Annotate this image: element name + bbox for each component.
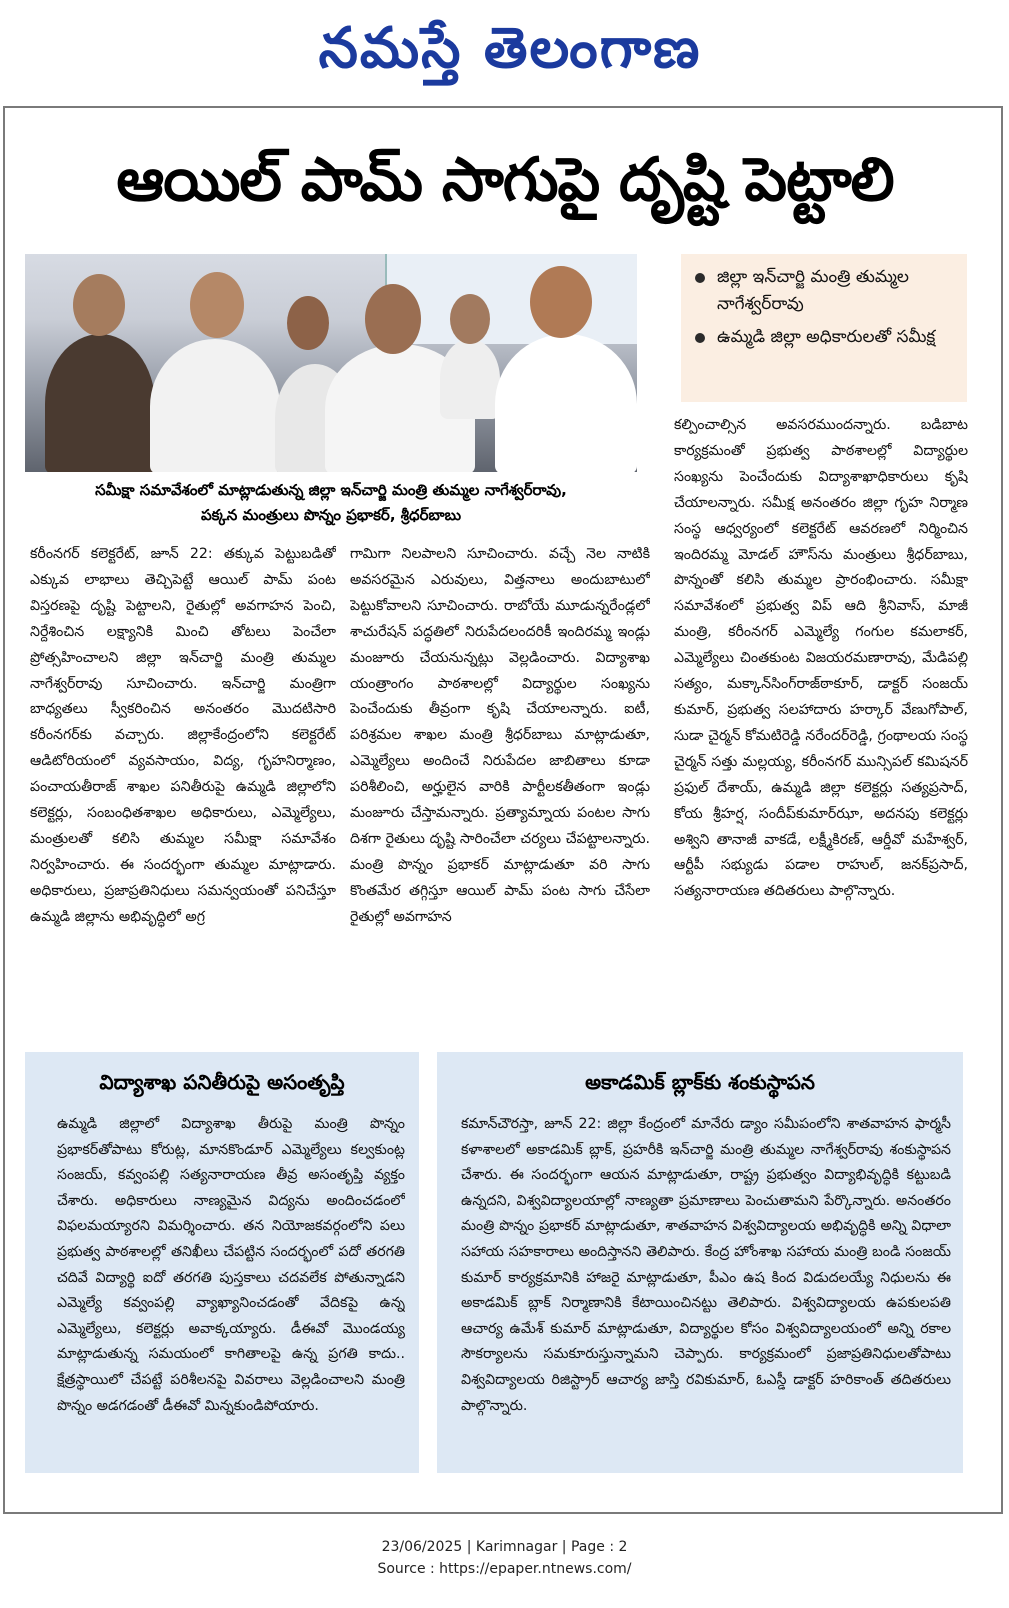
article-photo [25,254,637,472]
sidebar-story-body [57,1112,405,1464]
bullet-icon [695,333,705,343]
bullet-icon [695,273,705,283]
highlights-box [681,254,967,402]
article-paragraph: కల్పించాల్సిన అవసరముందన్నారు. బడిబాట కార్యక్రమంతో ప్రభుత్వ పాఠశాలల్లో విద్యార్థుల సంఖ్యను పెంచేందుకు విద్యాశాఖాధికారులు కృషి చేయాలన్నారు. సమీక్ష అనంతరం జిల్లా గృహ నిర్మాణ సంస్థ ఆధ్వర్యంలో కలెక్టరేట్ ఆవరణలో నిర్మించిన ఇందిరమ్మ మోడల్ హౌస్‌ను మంత్రులు శ్రీధర్‌బాబు, పొన్నంతో కలిసి తుమ్మల ప్రారంభించారు. సమీక్షా సమావేశంలో ప్రభుత్వ విప్ ఆది శ్రీనివాస్, మాజీ మంత్రి, కరీంనగర్ ఎమ్మెల్యే గంగుల కమలాకర్, ఎమ్మెల్యేలు చింతకుంట విజయరమణారావు, మేడిపల్లి సత్యం, మక్కాన్‌సింగ్‌రాజ్‌ఠాకూర్, డాక్టర్ సంజయ్ కుమార్, ప్రభుత్వ సలహాదారు హర్కార్ వేణుగోపాల్, సుడా చైర్మన్ కోమటిరెడ్డి నరేందర్‌రెడ్డి, గ్రంథాలయ సంస్థ చైర్మన్ సత్తు మల్లయ్య, కరీంనగర్ మున్సిపల్ కమిషనర్ ప్రఫుల్ దేశాయ్, ఉమ్మడి జిల్లా కలెక్టర్లు సత్యప్రసాద్, కోయ శ్రీహర్ష, సందీప్‌కుమార్‌ఝా, అదనపు కలెక్టర్లు అశ్విని తానాజీ వాకడే, లక్ష్మీకిరణ్, ఆర్డీవో మహేశ్వర్, ఆర్టీపీ సభ్యుడు పడాల రాహుల్, జనక్‌ప్రసాద్, సత్యనారాయణ తదితరులు పాల్గొన్నారు. [674,417,968,900]
photo-person-head [190,272,244,338]
article-paragraph: గామిగా నిలపాలని సూచించారు. వచ్చే నెల నాటికి అవసరమైన ఎరువులు, విత్తనాలు అందుబాటులో పెట్టుకోవాలని సూచించారు. రాబోయే మూడున్నరేండ్లలో శాచురేషన్ పద్ధతిలో నిరుపేదలందరికీ ఇందిరమ్మ ఇండ్లు మంజూరు చేయనున్నట్లు వెల్లడించారు. విద్యాశాఖ యంత్రాంగం పాఠశాలల్లో విద్యార్థుల సంఖ్యను పెంచేందుకు తీవ్రంగా కృషి చేయాలన్నారు. ఐటీ, పరిశ్రమల శాఖల మంత్రి శ్రీధర్‌బాబు మాట్లాడుతూ, ఎమ్మెల్యేలు అందించే నిరుపేదల జాబితాలు కూడా పరిశీలించి, అర్హులైన వారికి పార్టీలకతీతంగా ఇండ్లు మంజూరు చేస్తామన్నారు. ప్రత్యామ్నాయ పంటల సాగు దిశగా రైతులు దృష్టి సారించేలా చర్యలు చేపట్టాలన్నారు. మంత్రి పొన్నం ప్రభాకర్ మాట్లాడుతూ వరి సాగు కొంతమేర తగ్గిస్తూ ఆయిల్ పామ్ పంట సాగు చేసేలా రైతుల్లో అవగాహన [350,546,650,925]
sidebar-story-paragraph: కమాన్‌చౌరస్తా, జూన్ 22: జిల్లా కేంద్రంలో మానేరు డ్యాం సమీపంలోని శాతవాహన ఫార్మసీ కళాశాలలో అకాడమిక్ బ్లాక్, ప్రహరీకి ఇన్‌చార్జి మంత్రి తుమ్మల నాగేశ్వర్‌రావు శంకుస్థాపన చేశారు. ఈ సందర్భంగా ఆయన మాట్లాడుతూ, రాష్ట్ర ప్రభుత్వం విద్యాభివృద్ధికి కట్టుబడి ఉన్నదని, విశ్వవిద్యాలయాల్లో నాణ్యతా ప్రమాణాలు పెంచుతామని పేర్కొన్నారు. అనంతరం మంత్రి పొన్నం ప్రభాకర్ మాట్లాడుతూ, శాతవాహన విశ్వవిద్యాలయ అభివృద్ధికి అన్ని విధాలా సహాయ సహకారాలు అందిస్తానని తెలిపారు. కేంద్ర హోంశాఖ సహాయ మంత్రి బండి సంజయ్ కుమార్ కార్యక్రమానికి హాజరై మాట్లాడుతూ, పీఎం ఉష కింద విడుదలయ్యే నిధులను ఈ అకాడమిక్ బ్లాక్ నిర్మాణానికి కేటాయించినట్టు తెలిపారు. విశ్వవిద్యాలయ ఉపకులపతి ఆచార్య ఉమేశ్ కుమార్ మాట్లాడుతూ, విద్యార్థుల కోసం విశ్వవిద్యాలయంలో అన్ని రకాల సౌకర్యాలను సమకూరుస్తున్నామని చెప్పారు. కార్యక్రమంలో ప్రజాప్రతినిధులతోపాటు విశ్వవిద్యాలయ రిజిస్ట్రార్ ఆచార్య జాస్తి రవికుమార్, ఓఎస్డీ డాక్టర్ హరికాంత్ తదితరులు పాల్గొన్నారు. [461,1116,951,1414]
sidebar-story-title: విద్యాశాఖ పనితీరుపై అసంతృప్తి [99,1070,345,1094]
photo-person [150,339,280,472]
photo-caption [25,478,637,528]
photo-caption-line-1: సమీక్షా సమావేశంలో మాట్లాడుతున్న జిల్లా ఇన్‌చార్జి మంత్రి తుమ్మల నాగేశ్వర్‌రావు, [95,481,567,499]
sidebar-story-education [25,1052,419,1473]
highlight-item [695,264,955,318]
photo-person-head [450,294,490,344]
highlight-text: ఉమ్మడి జిల్లా అధికారులతో సమీక్ష [717,327,936,347]
masthead [0,0,1009,100]
photo-person [440,339,500,419]
photo-person-head [73,274,125,336]
article-column-1 [30,542,336,1038]
photo-person-head [365,284,421,354]
page-footer [0,1536,1009,1580]
footer-source-link[interactable]: Source : https://epaper.ntnews.com/ [377,1561,632,1577]
photo-person [495,334,637,472]
photo-caption-line-2: పక్కన మంత్రులు పొన్నం ప్రభాకర్, శ్రీధర్‌బాబు [200,506,462,524]
sidebar-story-paragraph: ఉమ్మడి జిల్లాలో విద్యాశాఖ తీరుపై మంత్రి పొన్నం ప్రభాకర్‌తోపాటు కోరుట్ల, మానకొండూర్ ఎమ్మెల్యేలు కల్వకుంట్ల సంజయ్, కవ్వంపల్లి సత్యనారాయణ తీవ్ర అసంతృప్తి వ్యక్తం చేశారు. అధికారులు నాణ్యమైన విద్యను అందించడంలో విఫలమయ్యారని విమర్శించారు. తన నియోజకవర్గంలోని పలు ప్రభుత్వ పాఠశాలల్లో తనిఖీలు చేపట్టిన సందర్భంలో పదో తరగతి చదివే విద్యార్థి ఐదో తరగతి పుస్తకాలు చదవలేక పోతున్నాడని ఎమ్మెల్యే కవ్వంపల్లి వ్యాఖ్యానించడంతో వేదికపై ఉన్న ఎమ్మెల్యేలు, కలెక్టర్లు అవాక్కయ్యారు. డీఈవో మొండయ్య మాట్లాడుతున్న సమయంలో కాగితాలపై ఉన్న ప్రగతి కాదు.. క్షేత్రస్థాయిలో చేపట్టే పరిశీలనపై వివరాలు వెల్లడించాలని మంత్రి పొన్నం అడగడంతో డీఈవో మిన్నకుండిపోయారు. [57,1116,405,1414]
photo-person-head [287,296,329,350]
newspaper-logo: నమస్తే తెలంగాణ [318,15,702,81]
footer-edition-info: 23/06/2025 | Karimnagar | Page : 2 [381,1539,628,1555]
photo-person [45,334,155,472]
sidebar-story-academic-block [437,1052,963,1473]
article-column-3 [674,413,968,1038]
highlight-item [695,324,955,351]
sidebar-story-body [461,1112,951,1464]
sidebar-story-title: అకాడమిక్ బ్లాక్‌కు శంకుస్థాపన [585,1070,815,1094]
photo-backdrop-banner [385,254,637,344]
highlight-text: జిల్లా ఇన్‌చార్జి మంత్రి తుమ్మల నాగేశ్వర్‌రావు [717,267,909,314]
photo-person-head [530,266,592,338]
article-headline: ఆయిల్ పామ్ సాగుపై దృష్టి పెట్టాలి [116,145,894,215]
article-column-2 [350,542,650,1038]
article-paragraph: కరీంనగర్ కలెక్టరేట్, జూన్ 22: తక్కువ పెట్టుబడితో ఎక్కువ లాభాలు తెచ్చిపెట్టే ఆయిల్ పామ్ పంట విస్తరణపై దృష్టి పెట్టాలని, రైతుల్లో అవగాహన పెంచి, నిర్దేశించిన లక్ష్యానికి మించి తోటలు పెంచేలా ప్రోత్సహించాలని జిల్లా ఇన్‌చార్జి మంత్రి తుమ్మల నాగేశ్వర్‌రావు సూచించారు. ఇన్‌చార్జి మంత్రిగా బాధ్యతలు స్వీకరించిన అనంతరం మొదటిసారి కరీంనగర్‌కు వచ్చారు. జిల్లాకేంద్రంలోని కలెక్టరేట్ ఆడిటోరియంలో వ్యవసాయం, విద్య, గృహనిర్మాణం, పంచాయతీరాజ్ శాఖల పనితీరుపై ఉమ్మడి జిల్లాలోని కలెక్టర్లు, సంబంధితశాఖల అధికారులు, ఎమ్మెల్యేలు, మంత్రులతో కలిసి తుమ్మల సమీక్షా సమావేశం నిర్వహించారు. ఈ సందర్భంగా తుమ్మల మాట్లాడారు. అధికారులు, ప్రజాప్రతినిధులు సమన్వయంతో పనిచేస్తూ ఉమ్మడి జిల్లాను అభివృద్ధిలో అగ్ర [30,546,336,925]
